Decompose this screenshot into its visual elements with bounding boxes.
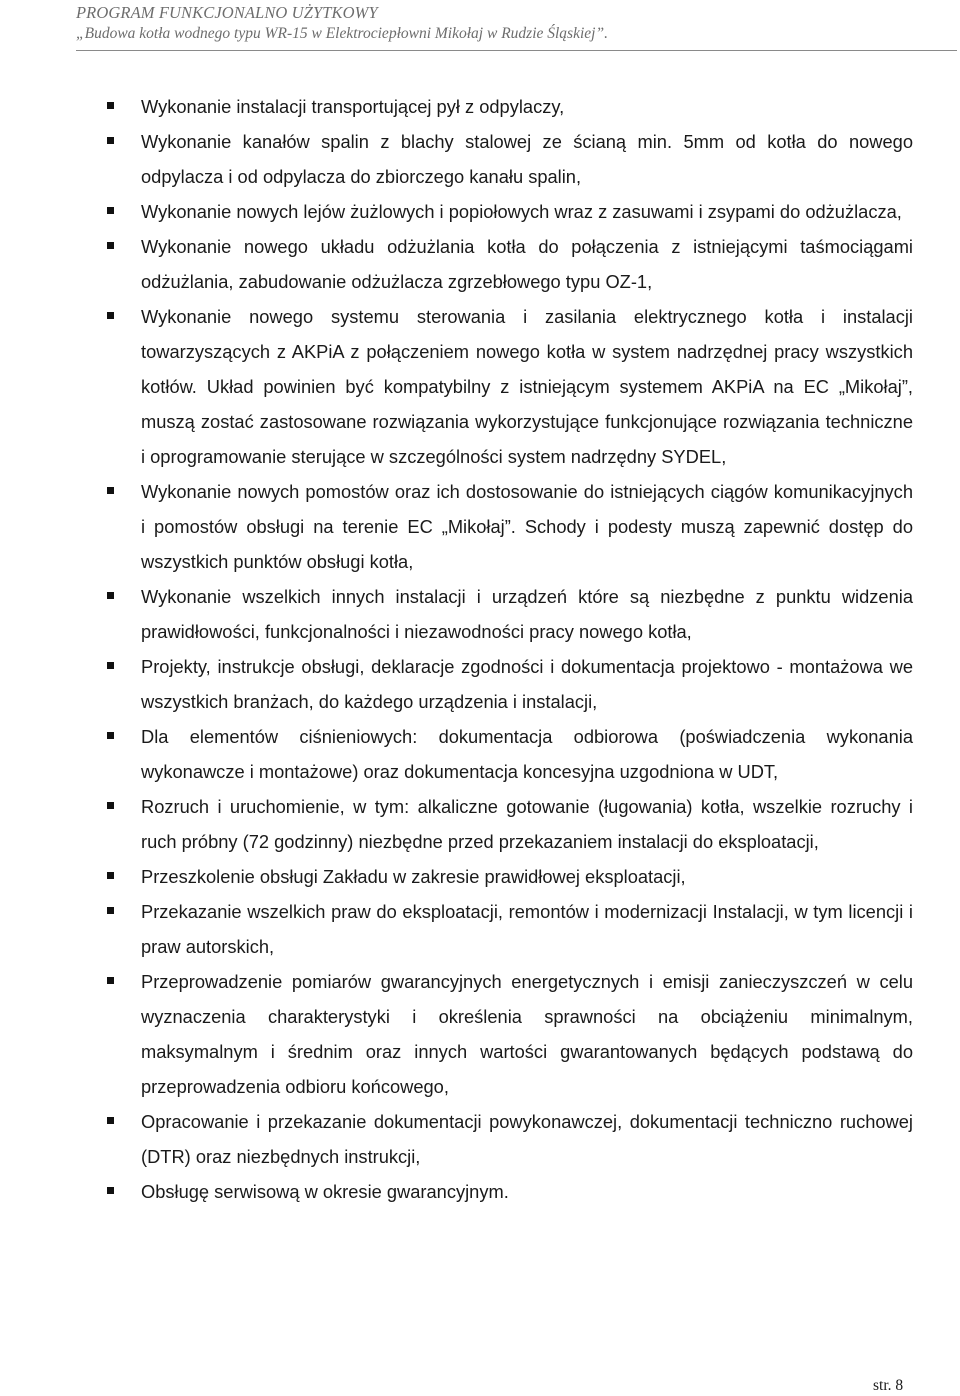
list-item-text: Rozruch i uruchomienie, w tym: alkaliczne gotowanie (ługowania) kotła, wszelkie rozruchy i ruch próbny (72 godzinny) niezbędne przed przekazaniem instalacji do eksploatacji, — [141, 796, 913, 852]
square-bullet-icon — [107, 1117, 114, 1124]
list-item-text: Projekty, instrukcje obsługi, deklaracje zgodności i dokumentacja projektowo - montażowa we wszystkich branżach, do każdego urządzenia i instalacji, — [141, 656, 913, 712]
scope-bullet-list — [107, 89, 913, 1209]
square-bullet-icon — [107, 802, 114, 809]
list-item-text: Przekazanie wszelkich praw do eksploatacji, remontów i modernizacji Instalacji, w tym licencji i praw autorskich, — [141, 901, 913, 957]
list-item-text: Dla elementów ciśnieniowych: dokumentacja odbiorowa (poświadczenia wykonania wykonawcze i montażowe) oraz dokumentacja koncesyjna uzgodniona w UDT, — [141, 726, 913, 782]
list-item — [107, 299, 913, 474]
list-item — [107, 229, 913, 299]
list-item — [107, 474, 913, 579]
square-bullet-icon — [107, 872, 114, 879]
program-title: PROGRAM FUNKCJONALNO UŻYTKOWY — [76, 3, 378, 22]
list-item-text: Wykonanie kanałów spalin z blachy stalowej ze ścianą min. 5mm od kotła do nowego odpylacza i od odpylacza do zbiorczego kanału spalin, — [141, 131, 913, 187]
page-number: str. 8 — [873, 1377, 904, 1394]
list-item-text: Obsługę serwisową w okresie gwarancyjnym. — [141, 1181, 509, 1202]
list-item-text: Wykonanie nowego układu odżużlania kotła do połączenia z istniejącymi taśmociągami odżużlania, zabudowanie odżużlacza zgrzebłowego typu OZ-1, — [141, 236, 913, 292]
square-bullet-icon — [107, 732, 114, 739]
square-bullet-icon — [107, 907, 114, 914]
square-bullet-icon — [107, 592, 114, 599]
square-bullet-icon — [107, 137, 114, 144]
list-item — [107, 894, 913, 964]
list-item — [107, 649, 913, 719]
square-bullet-icon — [107, 312, 114, 319]
square-bullet-icon — [107, 662, 114, 669]
square-bullet-icon — [107, 977, 114, 984]
list-item-text: Wykonanie instalacji transportującej pył z odpylaczy, — [141, 96, 565, 117]
list-item-text: Przeszkolenie obsługi Zakładu w zakresie prawidłowej eksploatacji, — [141, 866, 686, 887]
list-item — [107, 124, 913, 194]
list-item — [107, 789, 913, 859]
square-bullet-icon — [107, 102, 114, 109]
list-item — [107, 89, 913, 124]
list-item — [107, 1174, 913, 1209]
header-divider — [76, 50, 957, 51]
list-item — [107, 1104, 913, 1174]
square-bullet-icon — [107, 207, 114, 214]
list-item — [107, 859, 913, 894]
list-item-text: Wykonanie nowych pomostów oraz ich dostosowanie do istniejących ciągów komunikacyjnych i pomostów obsługi na terenie EC „Mikołaj”. Schody i podesty muszą zapewnić dostęp do wszystkich punktów obsługi kotła, — [141, 481, 913, 572]
list-item-text: Opracowanie i przekazanie dokumentacji powykonawczej, dokumentacji techniczno ruchowej (DTR) oraz niezbędnych instrukcji, — [141, 1111, 913, 1167]
list-item — [107, 719, 913, 789]
list-item — [107, 964, 913, 1104]
square-bullet-icon — [107, 487, 114, 494]
list-item-text: Wykonanie nowego systemu sterowania i zasilania elektrycznego kotła i instalacji towarzyszących z AKPiA z połączeniem nowego kotła w system nadrzędnej pracy wszystkich kotłów. Układ powinien być kompatybilny z istniejącym systemem AKPiA na EC „Mikołaj”, muszą zostać zastosowane rozwiązania wykorzystujące funkcjonujące rozwiązania techniczne i oprogramowanie sterujące w szczególności system nadrzędny SYDEL, — [141, 306, 913, 467]
list-item-text: Wykonanie nowych lejów żużlowych i popiołowych wraz z zasuwami i zsypami do odżużlacza, — [141, 201, 902, 222]
list-item — [107, 579, 913, 649]
document-header — [76, 2, 946, 44]
project-subtitle: „Budowa kotła wodnego typu WR-15 w Elektrociepłowni Mikołaj w Rudzie Śląskiej”. — [76, 25, 608, 42]
square-bullet-icon — [107, 242, 114, 249]
list-item — [107, 194, 913, 229]
square-bullet-icon — [107, 1187, 114, 1194]
list-item-text: Wykonanie wszelkich innych instalacji i urządzeń które są niezbędne z punktu widzenia prawidłowości, funkcjonalności i niezawodności pracy nowego kotła, — [141, 586, 913, 642]
list-item-text: Przeprowadzenie pomiarów gwarancyjnych energetycznych i emisji zanieczyszczeń w celu wyznaczenia charakterystyki i określenia sprawności na obciążeniu minimalnym, maksymalnym i średnim oraz innych wartości gwarantowanych będących podstawą do przeprowadzenia odbioru końcowego, — [141, 971, 913, 1097]
